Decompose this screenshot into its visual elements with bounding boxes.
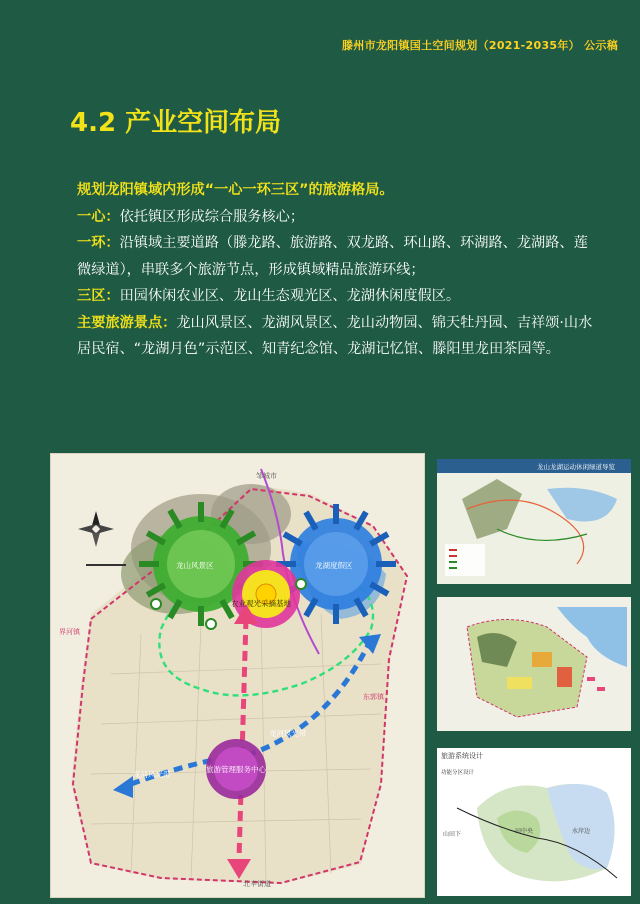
- yixin-text: 依托镇区形成综合服务核心；: [119, 208, 305, 225]
- intro-text: 规划龙阳镇域内形成“一心一环三区”的旅游格局。: [77, 182, 394, 198]
- thumb3-right: 水岸边: [572, 828, 591, 835]
- yixin-label: 一心：: [77, 208, 120, 225]
- tourism-system-design-map: [437, 748, 631, 896]
- yihuan-text: 沿镇域主要道路（滕龙路、旅游路、双龙路、环山路、环湖路、龙湖路、莲微绿道），串联多个旅游节点，形成镇域精品旅游环线；: [77, 235, 588, 278]
- zoning-plan-map: [437, 597, 631, 731]
- thumb3-left: 山田下: [443, 831, 462, 838]
- label-nongye: 农业观光采摘基地: [231, 599, 291, 608]
- paragraph-yihuan: [55, 230, 595, 283]
- sanqu-text: 田园休闲农业区、龙山生态观光区、龙湖休闲度假区。: [119, 288, 461, 304]
- thumb3-title: 旅游系统设计: [441, 752, 483, 760]
- sanqu-label: 三区：: [77, 288, 120, 304]
- label-fengguang-right: 龙河风光带: [269, 729, 307, 738]
- label-longshan: 龙山风景区: [176, 561, 214, 570]
- label-longhu: 龙湖度假区: [315, 561, 353, 570]
- label-dongguo: 东郭镇: [363, 693, 384, 701]
- jingdian-text: 龙山风景区、龙湖风景区、龙山动物园、锦天牡丹园、吉祥颂·山水居民宿、“龙湖月色”示范区、知青纪念馆、龙湖记忆馆、滕阳里龙田茶园等。: [77, 314, 593, 357]
- label-beixin: 北辛街道: [243, 880, 271, 888]
- thumb1-title: 龙山龙湖运动休闲绿道导览: [537, 463, 615, 471]
- label-zoucheng: 邹城市: [256, 472, 277, 480]
- thumb3-sub: 功能分区设计: [441, 770, 475, 776]
- tourism-map-svg: [51, 454, 424, 897]
- label-center: 旅游管理服务中心: [206, 765, 266, 774]
- header-doc-title: 滕州市龙阳镇国土空间规划（2021-2035年） 公示稿: [341, 39, 618, 52]
- label-fengguang-left: 龙河风光带: [133, 770, 171, 779]
- intro-line: [55, 177, 595, 204]
- section-title: 4.2 产业空间布局: [70, 108, 282, 138]
- paragraph-jingdian: [55, 310, 595, 363]
- paragraph-sanqu: [55, 283, 595, 310]
- tourism-structure-map: [50, 453, 425, 898]
- paragraph-yixin: [55, 204, 595, 231]
- body-text: [55, 177, 595, 363]
- yihuan-label: 一环：: [77, 235, 120, 251]
- thumb3-center: 田中央: [515, 828, 534, 835]
- greenway-guide-map: [437, 459, 631, 584]
- label-jiehe: 界河镇: [59, 628, 80, 636]
- jingdian-label: 主要旅游景点：: [77, 314, 177, 331]
